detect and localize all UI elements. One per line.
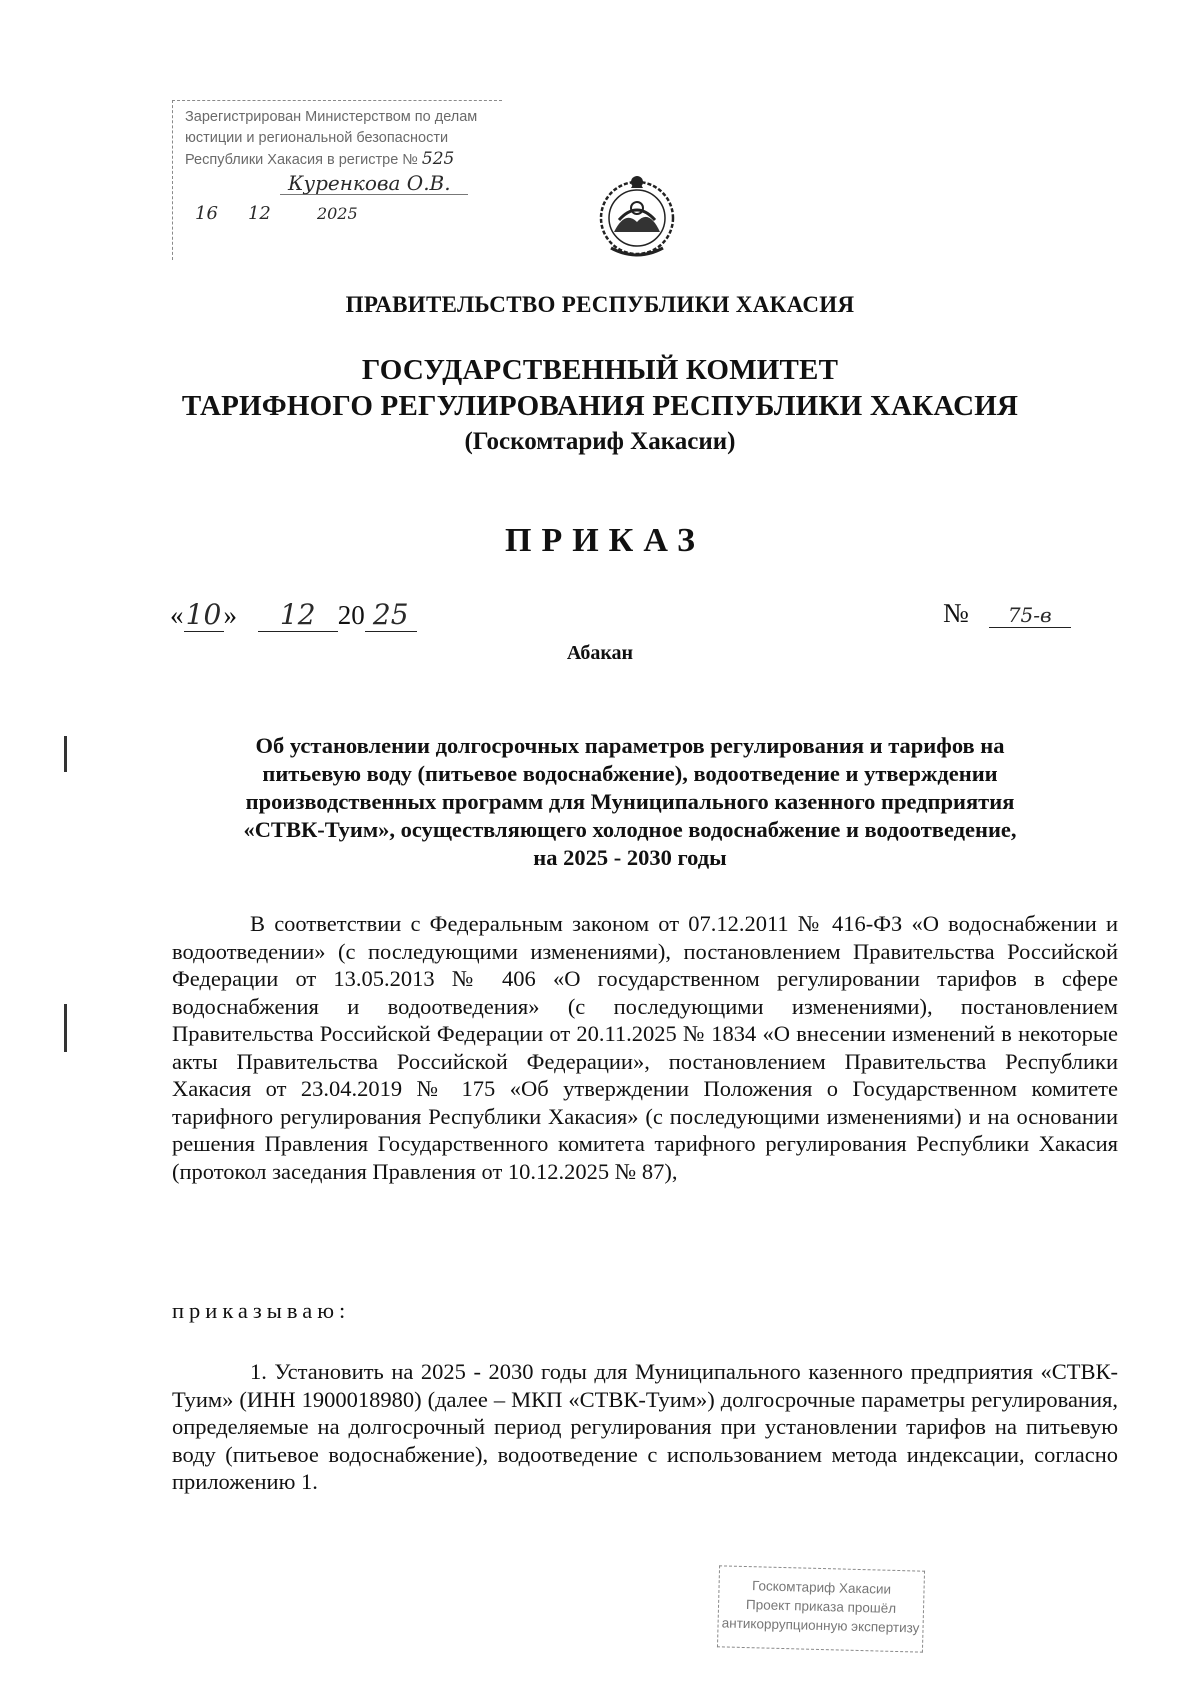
document-title-line: Об установлении долгосрочных параметров регулирования и тарифов на [255, 733, 1005, 758]
registration-year: 2025 [316, 204, 358, 223]
registrar-signature: Куренкова О.В. [280, 173, 468, 195]
committee-name-line1: ГОСУДАРСТВЕННЫЙ КОМИТЕТ [361, 354, 839, 386]
order-month: 12 [258, 598, 338, 632]
registration-stamp-line2: юстиции и региональной безопасности [185, 130, 449, 146]
document-title-line: производственных программ для Муниципального казенного предприятия [245, 789, 1015, 814]
date-quote-close: » [223, 600, 237, 630]
order-title: ПРИКАЗ [505, 522, 705, 559]
document-title-line: «СТВК-Туим», осуществляющего холодное водоснабжение и водоотведение, [243, 817, 1017, 842]
registration-stamp-line1: Зарегистрирован Министерством по делам [185, 109, 478, 125]
order-number-value: 75-в [989, 603, 1071, 628]
order-day: 10 [184, 598, 224, 632]
registration-stamp-date [185, 203, 502, 226]
date-quote-open: « [170, 600, 184, 630]
committee-name-line2: ТАРИФНОГО РЕГУЛИРОВАНИЯ РЕСПУБЛИКИ ХАКАСИЯ [181, 390, 1019, 422]
registration-month: 12 [247, 203, 271, 224]
order-year-suffix: 25 [365, 598, 417, 632]
document-title-line: на 2025 - 2030 годы [533, 845, 727, 870]
anticorruption-stamp-line1: Госкомтариф Хакасии [751, 1578, 892, 1597]
anticorruption-stamp [717, 1565, 925, 1652]
margin-mark [64, 736, 67, 772]
order-city: Абакан [566, 642, 634, 664]
government-name: ПРАВИТЕЛЬСТВО РЕСПУБЛИКИ ХАКАСИЯ [345, 292, 855, 317]
order-date [170, 598, 417, 632]
anticorruption-stamp-line3: антикоррупционную экспертизу [721, 1615, 920, 1636]
order-year-prefix: 20 [337, 600, 365, 630]
committee-name [0, 352, 1200, 424]
order-number-label: № [943, 598, 969, 628]
anticorruption-stamp-line2: Проект приказа прошёл [745, 1597, 897, 1616]
item-1-paragraph: 1. Установить на 2025 - 2030 годы для Муниципального казенного предприятия «СТВК-Туим» (ИНН 1900018980) (далее – МКП «СТВК-Туим») долгосрочные параметры регулирования, определяемые на долгосрочный период регулирования при установлении тарифов на питьевую воду (питьевое водоснабжение), водоотведение с использованием метода индексации, согласно приложению 1. [172, 1359, 1118, 1494]
registration-stamp-register-label: Республики Хакасия в регистре № [185, 152, 418, 168]
registration-stamp-signature-line [185, 173, 502, 197]
coat-of-arms-emblem [597, 170, 677, 262]
document-title-line: питьевую воду (питьевое водоснабжение), водоотведение и утверждении [262, 761, 998, 786]
registration-day: 16 [195, 203, 218, 224]
order-number [943, 598, 1071, 629]
preamble-paragraph: В соответствии с Федеральным законом от 07.12.2011 № 416-ФЗ «О водоснабжении и водоотведении» (с последующими изменениями), постановлением Правительства Российской Федерации от 13.05.2013 № 406 «О государственном регулировании тарифов в сфере водоснабжения и водоотведения» (с последующими изменениями), постановлением Правительства Российской Федерации от 20.11.2025 № 1834 «О внесении изменений в некоторые акты Правительства Российской Федерации», постановлением Правительства Республики Хакасия от 23.04.2019 № 175 «Об утверждении Положения о Государственном комитете тарифного регулирования Республики Хакасия» (с последующими изменениями) и на основании решения Правления Государственного комитета тарифного регулирования Республики Хакасия (протокол заседания Правления от 10.12.2025 № 87), [172, 911, 1118, 1184]
document-title [190, 732, 1070, 872]
committee-short-name: (Госкомтариф Хакасии) [464, 428, 736, 455]
registration-stamp [172, 100, 502, 260]
registration-stamp-line3 [185, 149, 502, 171]
margin-mark [64, 1004, 67, 1052]
registration-number: 525 [421, 149, 455, 169]
decree-word: приказываю: [172, 1298, 351, 1323]
